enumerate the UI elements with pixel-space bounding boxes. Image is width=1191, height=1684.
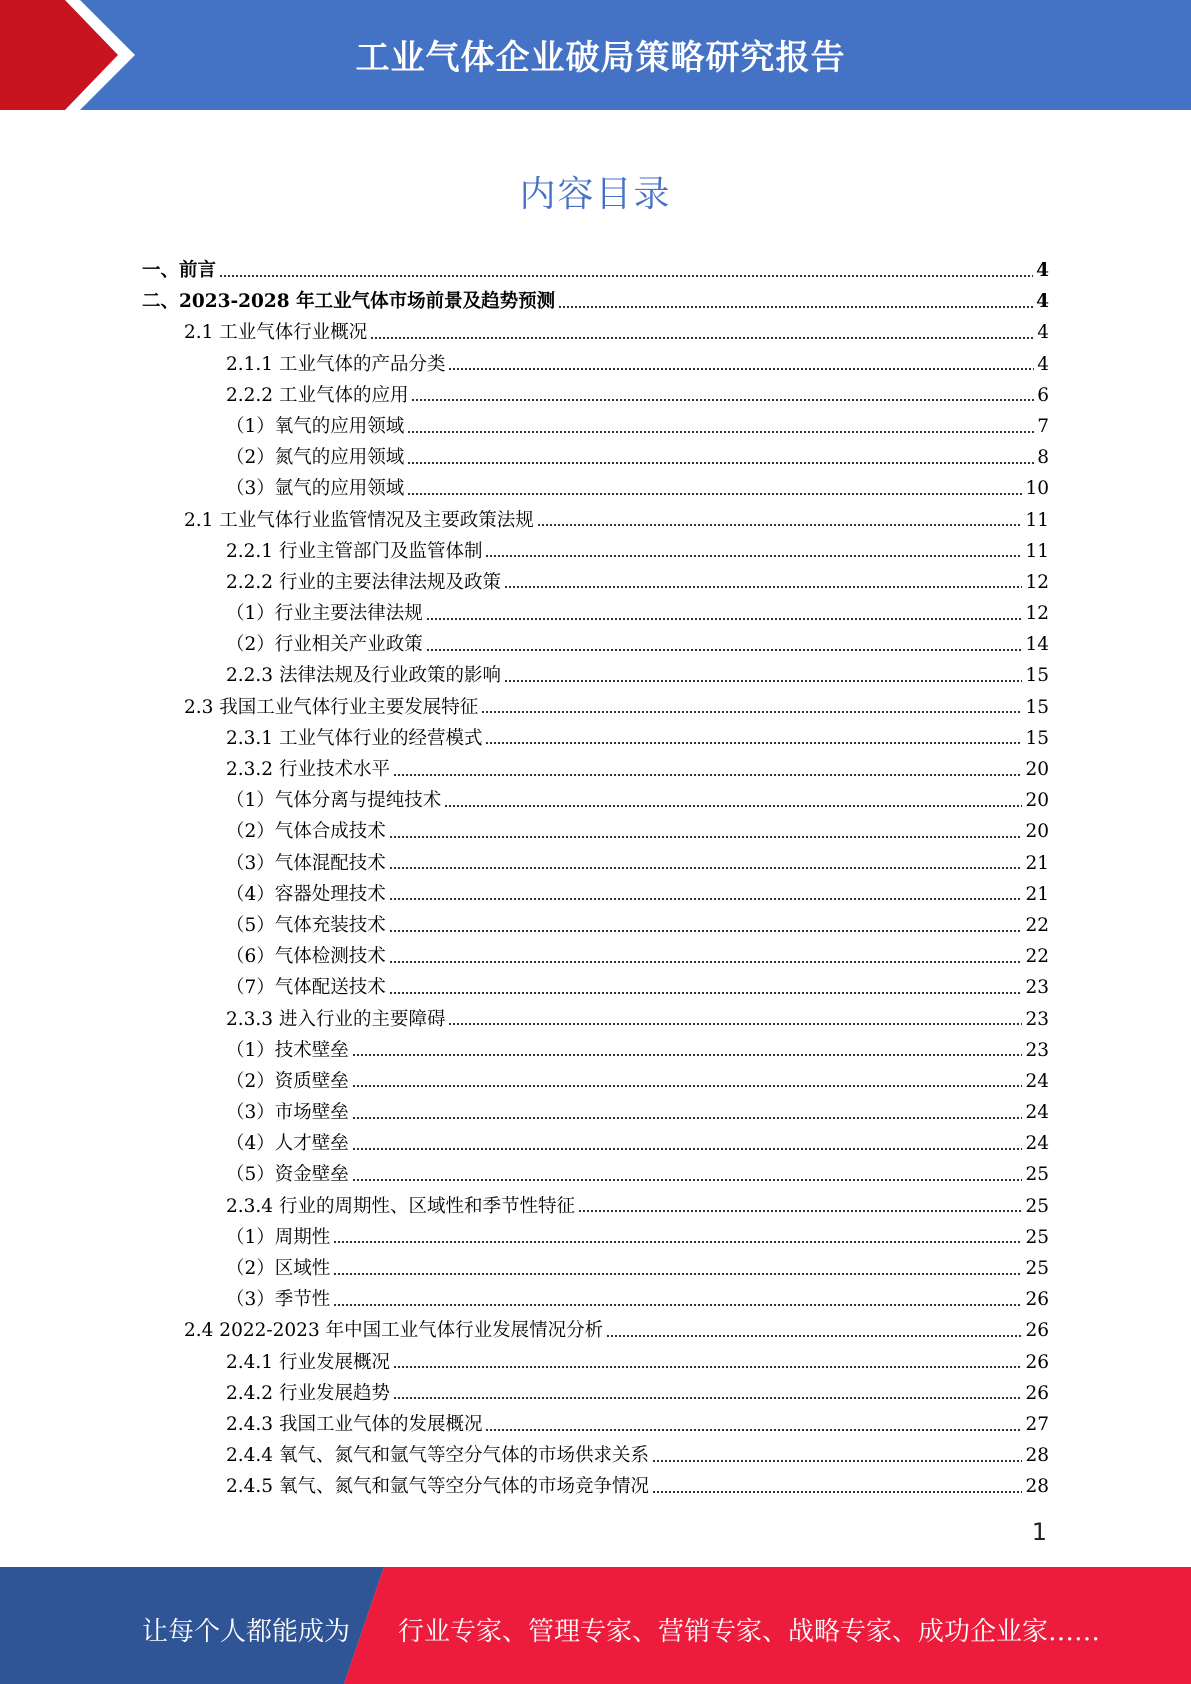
toc-dot-leader (352, 1178, 1023, 1182)
toc-entry-page: 26 (1025, 1382, 1049, 1404)
toc-entry-page: 4 (1037, 353, 1049, 375)
toc-dot-leader (537, 523, 1023, 527)
toc-entry-label: 2.3 我国工业气体行业主要发展特征 (184, 696, 479, 718)
toc-entry-page: 11 (1025, 540, 1049, 562)
toc-entry[interactable] (142, 380, 1049, 411)
toc-entry[interactable] (142, 1222, 1049, 1253)
toc-entry-label: （5）气体充装技术 (226, 914, 386, 936)
toc-entry-page: 20 (1025, 821, 1049, 843)
toc-entry[interactable] (142, 1066, 1049, 1097)
toc-entry[interactable] (142, 1471, 1049, 1502)
toc-entry[interactable] (142, 1159, 1049, 1190)
toc-entry-label: （4）人才壁垒 (226, 1133, 349, 1155)
toc-dot-leader (652, 1459, 1022, 1463)
toc-entry[interactable] (142, 286, 1049, 317)
toc-entry-label: （1）气体分离与提纯技术 (226, 790, 442, 812)
toc-entry-label: 2.1 工业气体行业概况 (184, 322, 368, 344)
toc-dot-leader (352, 1116, 1023, 1120)
toc-entry[interactable] (142, 536, 1049, 567)
toc-entry[interactable] (142, 1004, 1049, 1035)
toc-entry[interactable] (142, 473, 1049, 504)
toc-entry-page: 12 (1025, 603, 1049, 625)
toc-entry-page: 25 (1025, 1258, 1049, 1279)
toc-entry[interactable] (142, 505, 1049, 536)
toc-entry-page: 21 (1025, 883, 1049, 905)
toc-entry-label: （5）资金壁垒 (226, 1164, 349, 1186)
toc-entry-page: 10 (1025, 478, 1049, 500)
toc-entry-page: 25 (1025, 1195, 1049, 1217)
toc-entry[interactable] (142, 1315, 1049, 1346)
toc-entry-page: 4 (1036, 260, 1049, 281)
toc-entry[interactable] (142, 349, 1049, 380)
toc-dot-leader (352, 1084, 1023, 1088)
toc-entry-page: 20 (1025, 790, 1049, 812)
toc-entry[interactable] (142, 1284, 1049, 1315)
toc-dot-leader (407, 461, 1034, 465)
toc-entry-page: 7 (1037, 415, 1049, 437)
toc-entry[interactable] (142, 1253, 1049, 1284)
toc-dot-leader (426, 617, 1023, 621)
toc-entry-page: 15 (1025, 696, 1049, 718)
toc-entry[interactable] (142, 1128, 1049, 1159)
toc-entry-label: （7）气体配送技术 (226, 977, 386, 999)
toc-entry-page: 8 (1037, 447, 1049, 469)
toc-entry-page: 23 (1025, 1008, 1049, 1030)
toc-dot-leader (485, 1428, 1022, 1432)
toc-entry-page: 25 (1025, 1164, 1049, 1186)
toc-entry-label: 2.4 2022-2023 年中国工业气体行业发展情况分析 (184, 1320, 604, 1342)
toc-heading: 内容目录 (519, 174, 672, 215)
toc-dot-leader (393, 1365, 1022, 1369)
toc-entry[interactable] (142, 317, 1049, 348)
toc-dot-leader (219, 274, 1033, 278)
toc-entry[interactable] (142, 1347, 1049, 1378)
toc-entry-label: （4）容器处理技术 (226, 883, 386, 905)
toc-dot-leader (333, 1272, 1022, 1276)
toc-dot-leader (448, 367, 1034, 371)
toc-entry-page: 22 (1025, 914, 1049, 936)
toc-dot-leader (485, 554, 1022, 558)
toc-entry-label: （1）行业主要法律法规 (226, 603, 423, 625)
footer-slogan-right: 行业专家、管理专家、营销专家、战略专家、成功企业家…… (398, 1617, 1101, 1647)
toc-entry-page: 26 (1025, 1289, 1049, 1311)
toc-entry-page: 21 (1025, 852, 1049, 874)
toc-entry-label: （2）氮气的应用领域 (226, 447, 405, 469)
toc-entry[interactable] (142, 255, 1049, 286)
toc-entry-label: 2.2.2 行业的主要法律法规及政策 (226, 571, 501, 593)
footer-slogan-left: 让每个人都能成为 (142, 1617, 351, 1647)
toc-entry-page: 28 (1025, 1476, 1049, 1498)
toc-entry[interactable] (142, 754, 1049, 785)
toc-dot-leader (333, 1240, 1022, 1244)
toc-entry[interactable] (142, 1378, 1049, 1409)
toc-entry-page: 6 (1037, 384, 1049, 406)
toc-dot-leader (393, 1396, 1022, 1400)
toc-entry[interactable] (142, 1409, 1049, 1440)
toc-entry-label: 2.3.1 工业气体行业的经营模式 (226, 727, 483, 749)
toc-entry-label: （2）资质壁垒 (226, 1070, 349, 1092)
toc-entry[interactable] (142, 1097, 1049, 1128)
toc-dot-leader (389, 866, 1023, 870)
toc-dot-leader (481, 710, 1022, 714)
toc-entry-label: 2.1 工业气体行业监管情况及主要政策法规 (184, 509, 534, 531)
toc-entry-label: （2）气体合成技术 (226, 821, 386, 843)
toc-entry-page: 26 (1025, 1351, 1049, 1373)
toc-entry-page: 24 (1025, 1133, 1049, 1155)
toc-dot-leader (558, 305, 1033, 309)
toc-dot-leader (411, 398, 1034, 402)
toc-entry[interactable] (142, 785, 1049, 816)
toc-dot-leader (504, 585, 1022, 589)
toc-entry[interactable] (142, 723, 1049, 754)
toc-entry-label: 2.3.3 进入行业的主要障碍 (226, 1008, 446, 1030)
toc-entry-page: 4 (1037, 322, 1049, 344)
toc-entry-label: （3）季节性 (226, 1289, 331, 1311)
toc-dot-leader (444, 804, 1022, 808)
toc-entry-label: （3）氩气的应用领域 (226, 478, 405, 500)
toc-entry-label: 2.2.3 法律法规及行业政策的影响 (226, 665, 501, 687)
toc-dot-leader (389, 991, 1023, 995)
toc-entry-page: 25 (1025, 1226, 1049, 1248)
toc-entry[interactable] (142, 1191, 1049, 1222)
toc-entry-label: 一、前言 (142, 260, 217, 281)
toc-entry[interactable] (142, 411, 1049, 442)
table-of-contents (142, 255, 1049, 1503)
toc-entry-page: 22 (1025, 946, 1049, 968)
toc-entry[interactable] (142, 1440, 1049, 1471)
toc-entry[interactable] (142, 879, 1049, 910)
toc-entry-label: （3）气体混配技术 (226, 852, 386, 874)
toc-dot-leader (448, 1022, 1022, 1026)
toc-entry-label: 2.3.4 行业的周期性、区域性和季节性特征 (226, 1195, 575, 1217)
toc-entry-label: （6）气体检测技术 (226, 946, 386, 968)
toc-entry-page: 4 (1036, 291, 1049, 313)
toc-dot-leader (485, 741, 1022, 745)
toc-dot-leader (389, 960, 1023, 964)
toc-dot-leader (389, 929, 1023, 933)
toc-entry[interactable] (142, 910, 1049, 941)
toc-dot-leader (333, 1303, 1022, 1307)
toc-entry-label: 2.4.1 行业发展概况 (226, 1351, 390, 1373)
toc-dot-leader (352, 1147, 1023, 1151)
toc-entry-label: 2.4.5 氧气、氮气和氩气等空分气体的市场竞争情况 (226, 1476, 649, 1498)
toc-entry-page: 23 (1025, 977, 1049, 999)
toc-entry[interactable] (142, 816, 1049, 847)
toc-entry-label: 2.1.1 工业气体的产品分类 (226, 353, 446, 375)
toc-dot-leader (393, 773, 1022, 777)
toc-entry-page: 24 (1025, 1070, 1049, 1092)
toc-dot-leader (426, 648, 1023, 652)
toc-dot-leader (370, 336, 1034, 340)
toc-entry-page: 15 (1025, 665, 1049, 687)
toc-entry-label: 2.4.4 氧气、氮气和氩气等空分气体的市场供求关系 (226, 1445, 649, 1467)
toc-entry-label: 2.2.2 工业气体的应用 (226, 384, 409, 406)
toc-entry-label: （1）氧气的应用领域 (226, 415, 405, 437)
toc-entry[interactable] (142, 598, 1049, 629)
toc-entry[interactable] (142, 692, 1049, 723)
toc-entry[interactable] (142, 941, 1049, 972)
toc-entry-page: 12 (1025, 571, 1049, 593)
toc-entry-label: （2）行业相关产业政策 (226, 634, 423, 656)
toc-entry-label: （1）周期性 (226, 1226, 331, 1248)
toc-entry-label: 二、2023-2028 年工业气体市场前景及趋势预测 (142, 291, 556, 313)
toc-entry-page: 23 (1025, 1039, 1049, 1061)
toc-dot-leader (652, 1490, 1022, 1494)
toc-entry-page: 20 (1025, 759, 1049, 780)
toc-entry-label: 2.4.3 我国工业气体的发展概况 (226, 1413, 483, 1435)
toc-dot-leader (504, 679, 1022, 683)
toc-entry-label: （2）区域性 (226, 1258, 331, 1279)
toc-entry[interactable] (142, 972, 1049, 1003)
toc-dot-leader (389, 835, 1023, 839)
toc-dot-leader (578, 1209, 1022, 1213)
toc-entry-page: 11 (1025, 509, 1049, 531)
toc-entry-page: 28 (1025, 1445, 1049, 1467)
toc-entry-page: 27 (1025, 1413, 1049, 1435)
toc-dot-leader (352, 1053, 1023, 1057)
toc-entry-page: 14 (1025, 634, 1049, 656)
toc-entry[interactable] (142, 848, 1049, 879)
page-number: 1 (1031, 1518, 1047, 1546)
toc-entry-label: （3）市场壁垒 (226, 1102, 349, 1124)
toc-dot-leader (389, 897, 1023, 901)
toc-entry-label: 2.3.2 行业技术水平 (226, 759, 390, 780)
toc-entry-label: 2.2.1 行业主管部门及监管体制 (226, 540, 483, 562)
header-banner (0, 0, 1191, 110)
toc-entry-page: 24 (1025, 1102, 1049, 1124)
toc-entry[interactable] (142, 567, 1049, 598)
toc-entry-label: （1）技术壁垒 (226, 1039, 349, 1061)
toc-dot-leader (407, 492, 1022, 496)
toc-entry[interactable] (142, 442, 1049, 473)
toc-dot-leader (606, 1334, 1022, 1338)
toc-entry[interactable] (142, 1035, 1049, 1066)
report-title: 工业气体企业破局策略研究报告 (355, 38, 846, 78)
toc-entry-page: 26 (1025, 1320, 1049, 1342)
footer-banner (0, 1567, 1191, 1684)
toc-dot-leader (407, 430, 1034, 434)
toc-entry-page: 15 (1025, 727, 1049, 749)
toc-entry[interactable] (142, 660, 1049, 691)
toc-entry[interactable] (142, 629, 1049, 660)
toc-entry-label: 2.4.2 行业发展趋势 (226, 1382, 390, 1404)
